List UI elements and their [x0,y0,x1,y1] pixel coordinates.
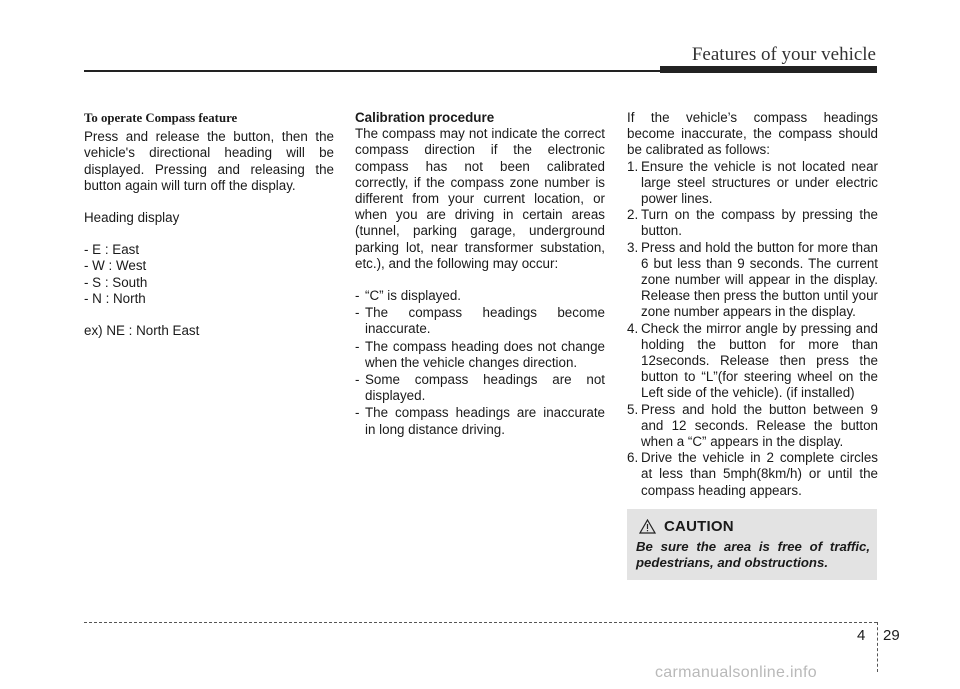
symptom-list-item: - “C” is displayed. [355,288,461,304]
watermark-text: carmanualsonline.info [655,664,817,681]
header-rule [84,70,660,72]
direction-item: - W : West [84,258,147,274]
header-rule-accent [660,66,877,73]
heading-example: ex) NE : North East [84,323,200,339]
caution-text: Be sure the area is free of traffic, pedestrians, and obstructions. [636,539,870,570]
calibration-step: 1. Ensure the vehicle is not located near large steel structures or under electric power lines. [627,158,878,207]
column-calibration-procedure [355,110,605,439]
calibration-step: 4. Check the mirror angle by pressing and holding the button for more than 12seconds. Release then press the button to “L”(for steering wheel on the Left side of the vehicle). (if installed) [627,320,878,401]
column-compass-operation [84,110,334,339]
page-header-title: Features of your vehicle [691,44,876,65]
calibration-step: 6. Drive the vehicle in 2 complete circles at less than 5mph(8km/h) or until the compass heading appears. [627,450,878,498]
page-number: 29 [883,627,900,644]
compass-operation-intro: Press and release the button, then the vehicle's directional heading will be displayed. Pressing and releasing the button again will turn off the display. [84,129,334,193]
symptom-list-item: - The compass headings become inaccurate. [355,305,605,337]
section-heading-compass-operation: To operate Compass feature [84,111,238,125]
symptom-list-item: - The compass heading does not change when the vehicle changes direction. [355,338,605,370]
calibration-step: 5. Press and hold the button between 9 and 12 seconds. Release the button when a “C” appears in the display. [627,401,878,450]
calibration-step: 3. Press and hold the button for more than 6 but less than 9 seconds. The current zone number will appear in the display. Release then press the button until your zone number appears in the display. [627,239,878,320]
calibration-intro: The compass may not indicate the correct compass direction if the electronic compass has not been calibrated correctly, if the compass zone number is different from your current location, or when you are driving in certain areas (tunnel, parking garage, underground parking lot, near transformer substation, etc.), and the following may occur: [355,126,605,271]
direction-item: - S : South [84,274,148,290]
footer-rule [84,622,877,623]
section-heading-calibration: Calibration procedure [355,110,495,125]
section-number: 4 [857,627,866,644]
symptom-list-item: - Some compass headings are not displayed. [355,372,605,404]
direction-item: - E : East [84,242,140,258]
calibration-step: 2. Turn on the compass by pressing the button. [627,207,878,239]
heading-display-label: Heading display [84,210,180,226]
direction-item: - N : North [84,290,146,306]
caution-heading [639,518,734,535]
footer-divider [877,622,878,672]
caution-box [627,509,877,580]
warning-triangle-icon [639,519,656,534]
column-calibration-steps [627,110,878,499]
symptom-list-item: - The compass headings are inaccurate in long distance driving. [355,405,605,437]
calibration-steps-intro: If the vehicle’s compass headings become inaccurate, the compass should be calibrated as follows: [627,110,878,158]
caution-title: CAUTION [664,518,734,535]
